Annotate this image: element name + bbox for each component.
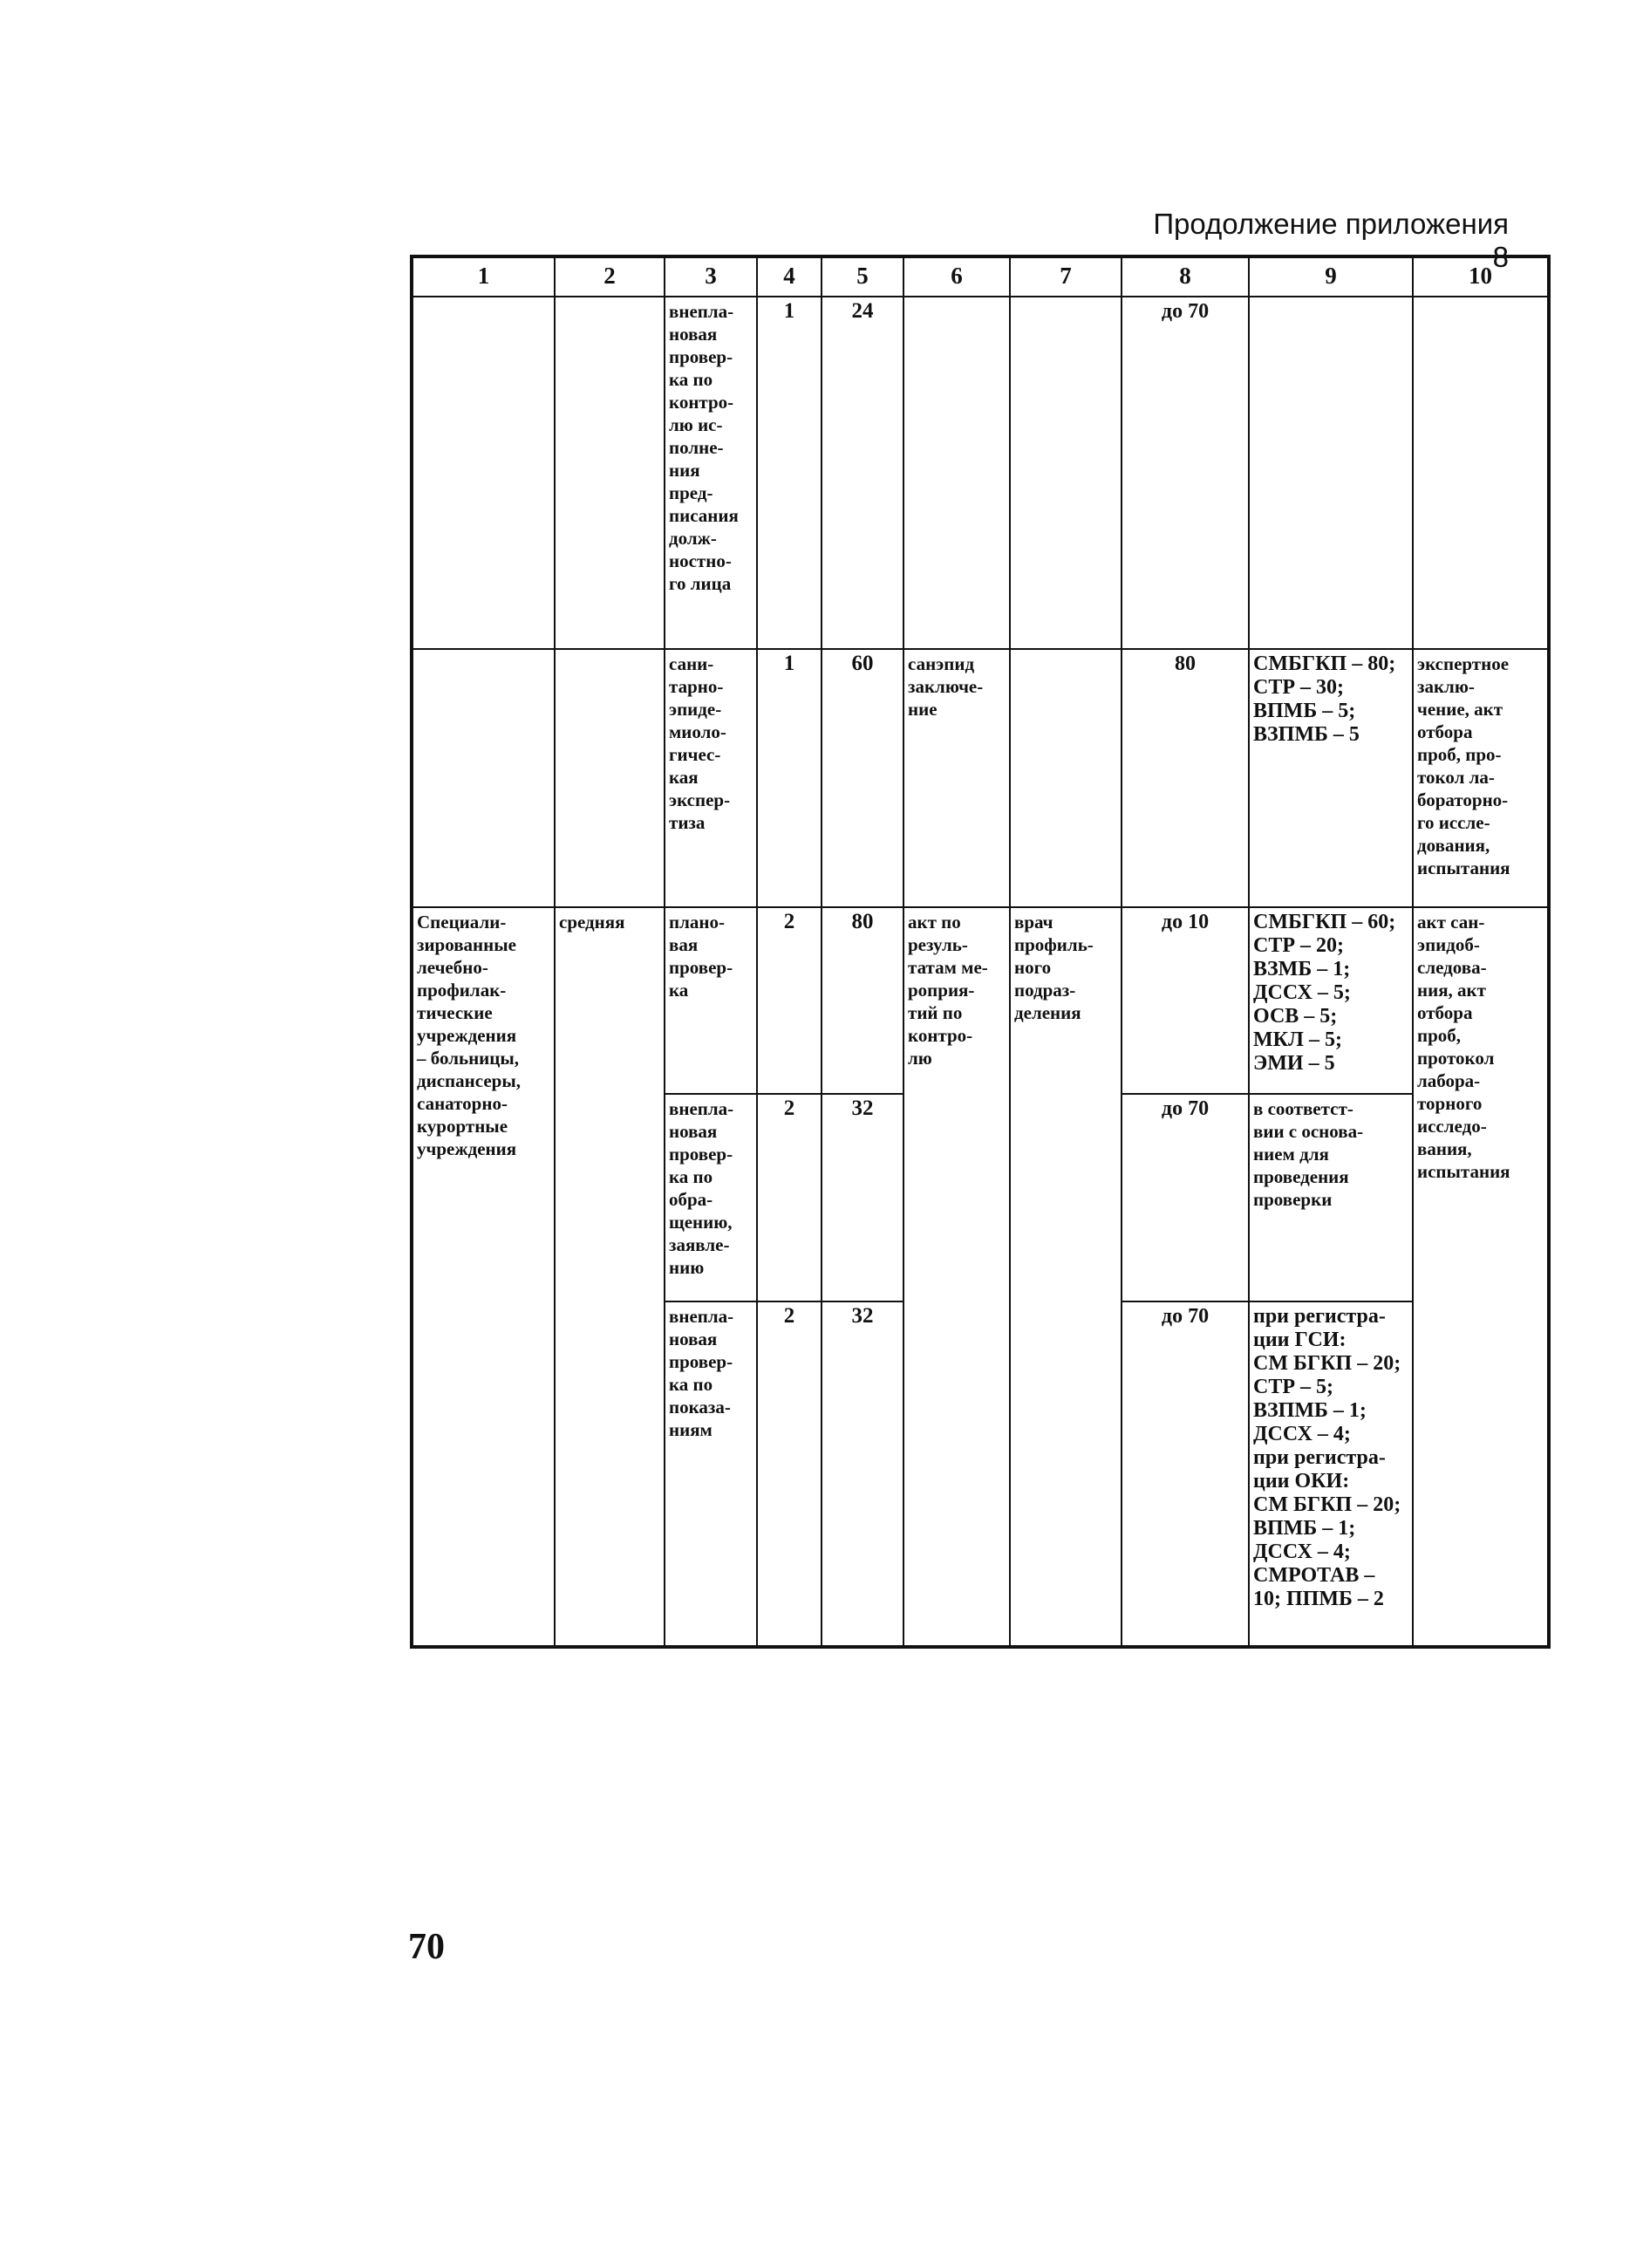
page-number: 70 <box>408 1927 445 1967</box>
cell-result-docs: акт сан- эпидоб- следова- ния, акт отбора проб, протокол лабора- торного исследо- вания, испытания <box>1413 907 1549 1647</box>
cell-specialist <box>1010 649 1122 907</box>
cell-frequency: 2 <box>757 1301 822 1647</box>
cell-studies: СМБГКП – 60; СТР – 20; ВЗМБ – 1; ДССХ – 5; ОСВ – 5; МКЛ – 5; ЭМИ – 5 <box>1249 907 1413 1094</box>
cell-studies <box>1249 297 1413 649</box>
table-header-row <box>412 256 1549 297</box>
column-header: 9 <box>1249 256 1413 297</box>
cell-frequency: 1 <box>757 297 822 649</box>
cell-frequency: 2 <box>757 1094 822 1301</box>
cell-percent: до 70 <box>1122 297 1249 649</box>
column-header: 2 <box>555 256 665 297</box>
table-row <box>412 907 1549 1094</box>
cell-result-docs: экспертное заклю- чение, акт отбора проб, про- токол ла- бораторно- го иссле- дования, испытания <box>1413 649 1549 907</box>
cell-frequency: 1 <box>757 649 822 907</box>
cell-duration: 80 <box>822 907 903 1094</box>
cell-frequency: 2 <box>757 907 822 1094</box>
cell-document: акт по резуль- татам ме- роприя- тий по контро- лю <box>903 907 1010 1647</box>
cell-studies: СМБГКП – 80; СТР – 30; ВПМБ – 5; ВЗПМБ – 5 <box>1249 649 1413 907</box>
cell-studies: при регистра- ции ГСИ: СМ БГКП – 20; СТР – 5; ВЗПМБ – 1; ДССХ – 4; при регистра- ции ОКИ: СМ БГКП – 20; ВПМБ – 1; ДССХ – 4; СМРОТАВ – 10; ППМБ – 2 <box>1249 1301 1413 1647</box>
inspection-table <box>410 255 1551 1649</box>
cell-studies: в соответст- вии с основа- нием для проведения проверки <box>1249 1094 1413 1301</box>
column-header: 10 <box>1413 256 1549 297</box>
cell-percent: до 70 <box>1122 1094 1249 1301</box>
cell-control-type: внепла- новая провер- ка по показа- ниям <box>665 1301 757 1647</box>
cell-duration: 32 <box>822 1301 903 1647</box>
cell-control-type: плано- вая провер- ка <box>665 907 757 1094</box>
appendix-heading: Продолжение приложения 8 <box>1153 208 1509 273</box>
column-header: 3 <box>665 256 757 297</box>
cell-specialist: врач профиль- ного подраз- деления <box>1010 907 1122 1647</box>
table-row <box>412 649 1549 907</box>
cell-control-type: сани- тарно- эпиде- миоло- гичес- кая экспер- тиза <box>665 649 757 907</box>
cell-object <box>412 649 555 907</box>
cell-percent: 80 <box>1122 649 1249 907</box>
column-header: 8 <box>1122 256 1249 297</box>
cell-duration: 32 <box>822 1094 903 1301</box>
column-header: 1 <box>412 256 555 297</box>
column-header: 5 <box>822 256 903 297</box>
cell-result-docs <box>1413 297 1549 649</box>
cell-percent: до 10 <box>1122 907 1249 1094</box>
cell-duration: 60 <box>822 649 903 907</box>
cell-document: санэпид заключе- ние <box>903 649 1010 907</box>
column-header: 7 <box>1010 256 1122 297</box>
cell-document <box>903 297 1010 649</box>
cell-control-type: внепла- новая провер- ка по контро- лю ис- полне- ния пред- писания долж- ностно- го лица <box>665 297 757 649</box>
cell-object <box>412 297 555 649</box>
cell-risk <box>555 297 665 649</box>
table-row <box>412 297 1549 649</box>
column-header: 4 <box>757 256 822 297</box>
column-header: 6 <box>903 256 1010 297</box>
cell-control-type: внепла- новая провер- ка по обра- щению, заявле- нию <box>665 1094 757 1301</box>
cell-specialist <box>1010 297 1122 649</box>
cell-object: Специали- зированные лечебно- профилак- тические учреждения – больницы, диспансеры, санаторно- курортные учреждения <box>412 907 555 1647</box>
cell-duration: 24 <box>822 297 903 649</box>
cell-risk <box>555 649 665 907</box>
cell-risk: средняя <box>555 907 665 1647</box>
cell-percent: до 70 <box>1122 1301 1249 1647</box>
